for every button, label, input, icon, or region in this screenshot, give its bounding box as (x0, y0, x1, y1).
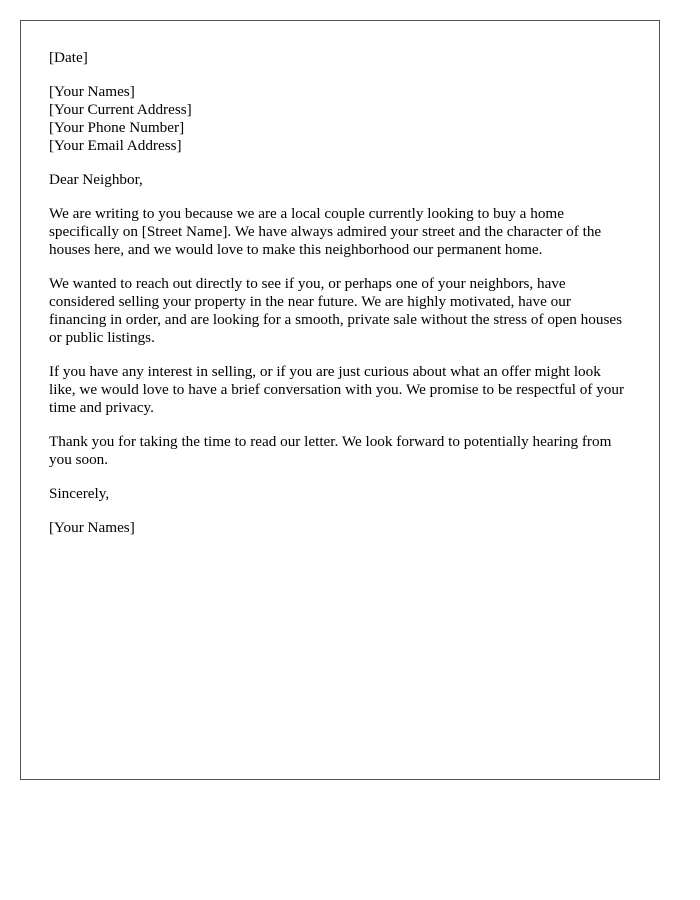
sender-email: [Your Email Address] (49, 137, 182, 154)
closing: Sincerely, (49, 485, 110, 502)
sender-info (49, 83, 631, 155)
signature: [Your Names] (49, 519, 135, 536)
body-paragraph-2: We wanted to reach out directly to see if you, or perhaps one of your neighbors, have considered selling your property in the near future. We are highly motivated, have our financing in order, and are looking for a smooth, private sale without the stress of open houses or public listings. (49, 275, 623, 346)
letter-page (20, 20, 660, 780)
letter-date: [Date] (49, 49, 88, 66)
sender-names: [Your Names] (49, 83, 135, 100)
body-paragraph-4: Thank you for taking the time to read our letter. We look forward to potentially hearing from you soon. (49, 433, 612, 468)
sender-phone: [Your Phone Number] (49, 119, 185, 136)
salutation: Dear Neighbor, (49, 171, 143, 188)
sender-address: [Your Current Address] (49, 101, 192, 118)
body-paragraph-3: If you have any interest in selling, or if you are just curious about what an offer might look like, we would love to have a brief conversation with you. We promise to be respectful of your time and privacy. (49, 363, 625, 416)
body-paragraph-1: We are writing to you because we are a local couple currently looking to buy a home specifically on [Street Name]. We have always admired your street and the character of the houses here, and we would love to make this neighborhood our permanent home. (49, 205, 602, 258)
